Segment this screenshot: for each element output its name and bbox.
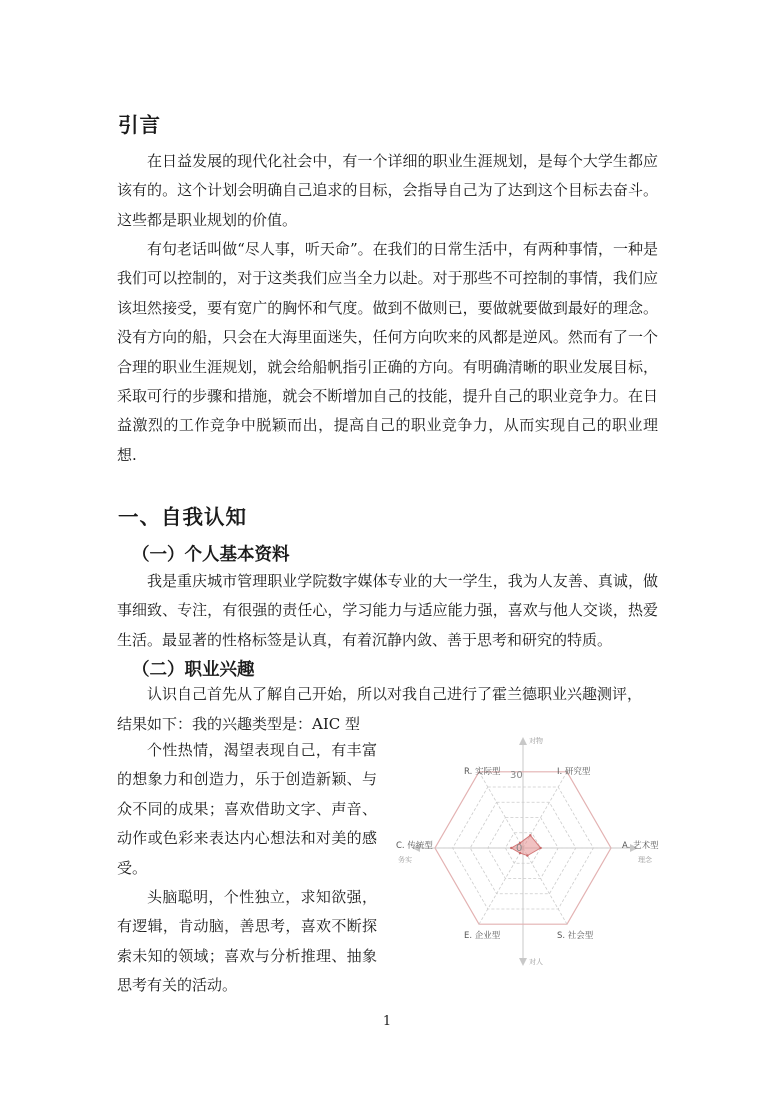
scale-zero-label: 0 [516, 843, 523, 854]
intro-heading: 引言 [118, 113, 161, 137]
subsection-basic-info-heading: （一）个人基本资料 [132, 545, 290, 565]
label-conventional: C. 传统型 [396, 841, 433, 851]
radar-spoke [523, 848, 567, 924]
interest-intro-line-1: 认识自己首先从了解自己开始，所以对我自己进行了霍兰德职业兴趣测评， [147, 685, 643, 703]
label-enterprising: E. 企业型 [464, 931, 501, 941]
label-investigative: I. 研究型 [557, 767, 591, 777]
intro-paragraph-2: 有句老话叫做“尽人事，听天命”。在我们的日常生活中，有两种事情，一种是我们可以控制的，对于这类我们应当全力以赴。对于那些不可控制的事情，我们应该坦然接受，要有宽广的胸怀和气度。做到不做则已，要做就要做到最好的理念。没有方向的船，只会在大海里面迷失，任何方向吹来的风都是逆风。然而有了一个合理的职业生涯规划，就会给船帆指引正确的方向。有明确清晰的职业发展目标，采取可行的步骤和措施，就会不断增加自己的技能，提升自己的职业竞争力。在日益激烈的工作竞争中脱颖而出，提高自己的职业竞争力，从而实现自己的职业理想. [117, 240, 658, 464]
axis-label-bottom: 对人 [529, 958, 543, 966]
radar-spoke [479, 848, 523, 924]
label-artistic: A. 艺术型 [622, 841, 659, 851]
subsection-career-interest-heading: （二）职业兴趣 [132, 660, 255, 680]
investigative-type-paragraph: 头脑聪明，个性独立，求知欲强，有逻辑，肯动脑，善思考，喜欢不断探索未知的领域；喜欢与分析推理、抽象思考有关的活动。 [117, 888, 377, 995]
label-social: S. 社会型 [557, 931, 594, 941]
axis-label-top: 对物 [529, 737, 543, 745]
radar-data-point [510, 847, 512, 849]
interest-intro-line-2: 结果如下：我的兴趣类型是：AIC 型 [117, 715, 361, 733]
page-number: 1 [382, 1014, 392, 1029]
radar-spoke [479, 772, 523, 848]
section-self-awareness-heading: 一、自我认知 [118, 505, 247, 529]
axis-label-right: 理念 [638, 856, 652, 864]
basic-info-paragraph: 我是重庆城市管理职业学院数字媒体专业的大一学生，我为人友善、真诚，做事细致、专注，有很强的责任心，学习能力与适应能力强，喜欢与他人交谈，热爱生活。最显著的性格标签是认真，有着沉静内敛、善于思考和研究的特质。 [117, 572, 658, 649]
holland-radar-chart [386, 732, 686, 972]
scale-max-label: 30 [510, 770, 523, 781]
label-realistic: R. 实际型 [464, 767, 501, 777]
artistic-type-paragraph: 个性热情，渴望表现自己，有丰富的想象力和创造力，乐于创造新颖、与众不同的成果；喜欢借助文字、声音、动作或色彩来表达内心想法和对美的感受。 [117, 741, 377, 877]
radar-data-point [529, 834, 531, 836]
intro-paragraph-1: 在日益发展的现代化社会中，有一个详细的职业生涯规划，是每个大学生都应该有的。这个计划会明确自己追求的目标，会指导自己为了达到这个目标去奋斗。这些都是职业规划的价值。 [117, 152, 658, 229]
radar-data-point [539, 847, 541, 849]
radar-data-point [526, 854, 528, 856]
axis-label-left: 务实 [398, 856, 412, 864]
